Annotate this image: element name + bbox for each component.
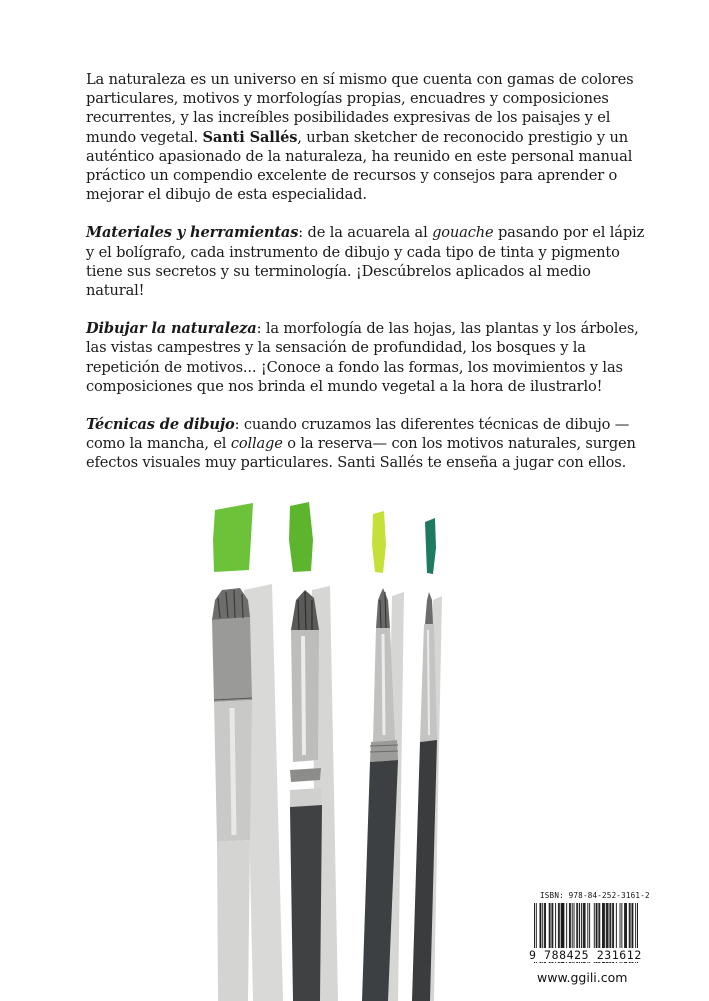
drawing-paragraph: Dibujar la naturaleza: la morfología de las hojas, las plantas y los árboles, las vistas campestres y la sensación de profundidad, los bosques y la repetición de motivos... ¡Conoce a fondo las formas, los movimientos y las composiciones que nos brinda el mundo vegetal a la hora de ilustrarlo! <box>86 320 639 395</box>
author-name: Santi Sallés <box>202 128 298 146</box>
materials-heading: Materiales y herramientas <box>86 224 299 242</box>
brush-2 <box>290 586 338 1001</box>
paint-swatch-3 <box>372 511 386 573</box>
brush-4 <box>412 592 442 1001</box>
isbn-text: ISBN: 978-84-252-3161-2 <box>540 891 650 900</box>
drawing-heading: Dibujar la naturaleza <box>86 320 257 338</box>
techniques-paragraph: Técnicas de dibujo: cuando cruzamos las diferentes técnicas de dibujo —como la mancha, el collage o la reserva— con los motivos naturales, surgen efectos visuales muy particulares. Santi Sallés te enseña a jugar con ellos. <box>86 416 636 472</box>
brush-1 <box>212 584 283 1001</box>
barcode-digits: 9 788425 231612 <box>529 948 642 962</box>
materials-paragraph: Materiales y herramientas: de la acuarela al gouache pasando por el lápiz y el bolígrafo, cada instrumento de dibujo y cada tipo de tinta y pigmento tiene sus secretos y su terminología. ¡Descúbrelos aplicados al medio natural! <box>86 224 645 300</box>
barcode-area <box>532 891 644 975</box>
brush-3 <box>362 588 404 1001</box>
brush-handle-2 <box>290 805 322 1001</box>
paint-swatch-4 <box>425 518 436 574</box>
intro-paragraph: La naturaleza es un universo en sí mismo que cuenta con gamas de colores particulares, motivos y morfologías propias, encuadres y composiciones recurrentes, y las increíbles posibilidades expresivas de los paisajes y el mundo vegetal. Santi Sallés, urban sketcher de reconocido prestigio y un auténtico apasionado de la naturaleza, ha reunido en este personal manual práctico un compendio excelente de recursos y consejos para aprender o mejorar el dibujo de esta especialidad. <box>86 71 634 204</box>
barcode <box>532 891 644 975</box>
brush-handle-1 <box>217 840 250 1001</box>
paint-swatch-2 <box>289 502 313 572</box>
techniques-heading: Técnicas de dibujo <box>86 416 235 434</box>
publisher-url[interactable]: www.ggili.com <box>537 970 628 985</box>
paint-swatch-1 <box>213 503 253 572</box>
